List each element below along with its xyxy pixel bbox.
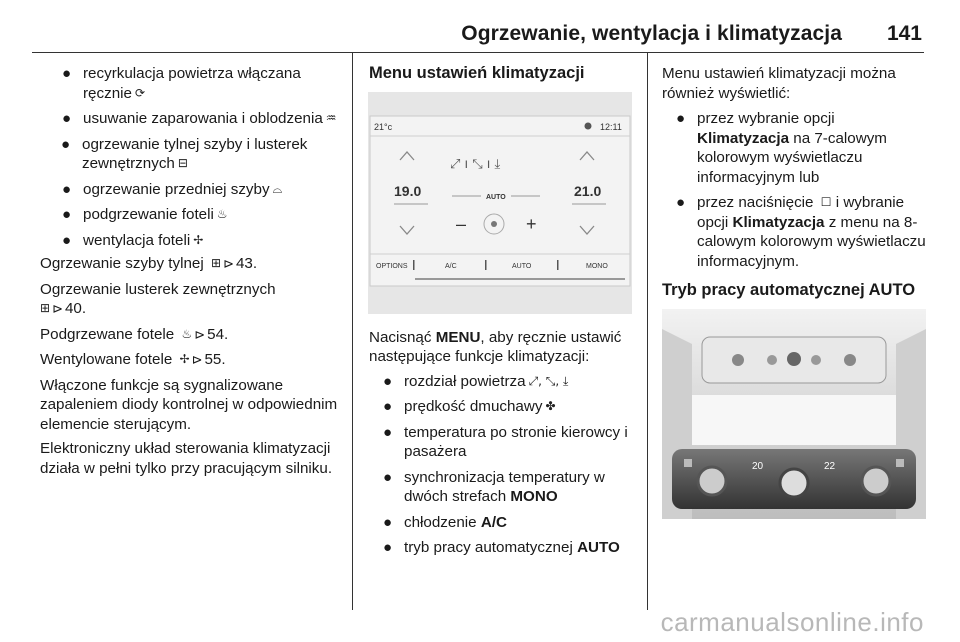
- menu-function-list: [383, 372, 637, 558]
- list-item: [383, 513, 637, 533]
- list-item-text: temperatura po stronie kierowcy i pasażera: [404, 423, 628, 460]
- list-item: [383, 423, 637, 462]
- bullet: ●: [676, 194, 686, 211]
- engine-paragraph: Elektroniczny układ sterowania klimatyzacji działa w pełni tylko przy pracującym silniku.: [40, 440, 333, 477]
- menu-ac: A/C: [445, 262, 457, 270]
- right-temp-knob: [862, 467, 890, 495]
- list-item: [62, 205, 347, 225]
- ref-paragraph: [40, 254, 347, 275]
- ref-text: Podgrzewane fotele: [40, 325, 175, 343]
- screen-drawing: [368, 92, 632, 314]
- column-1: [40, 64, 347, 483]
- display-options-list: [676, 109, 926, 271]
- bullet: ●: [383, 468, 393, 486]
- menu-auto: AUTO: [512, 262, 532, 270]
- list-item: [383, 538, 637, 558]
- function-list: [62, 64, 347, 250]
- list-item: [62, 109, 347, 129]
- list-item-text: ogrzewanie przedniej szyby: [83, 180, 270, 198]
- bullet: ●: [383, 513, 393, 531]
- screen-clock: 12:11: [600, 121, 622, 132]
- ref-paragraph: [40, 325, 347, 346]
- menu-mono: MONO: [586, 262, 608, 270]
- list-item-text: na 7-calowym kolorowym wyświetlaczu informacyjnym lub: [697, 129, 887, 186]
- list-item-text: recyrkulacja powietrza włączana ręcznie: [83, 65, 301, 102]
- ref-paragraph: [40, 280, 347, 320]
- panel-drawing: [662, 309, 926, 519]
- bullet: ●: [61, 135, 71, 153]
- ref-text: Ogrzewanie szyby tylnej: [40, 255, 204, 272]
- fan-knob: [780, 469, 808, 497]
- list-item-text: i wybranie opcji: [697, 194, 905, 231]
- column-2: [369, 64, 637, 564]
- page-reference[interactable]: 40.: [64, 300, 87, 317]
- page-reference[interactable]: 55.: [204, 351, 226, 368]
- bullet: ●: [676, 110, 686, 127]
- header-rule: [32, 52, 924, 53]
- list-item: [61, 135, 347, 174]
- climate-option-label: Klimatyzacja: [732, 213, 825, 231]
- rear-defrost-icon: ⊟: [177, 156, 188, 170]
- bullet: ●: [383, 539, 393, 556]
- screen-temp-status: 21°c: [374, 121, 393, 132]
- climate-panel-photo: [662, 309, 926, 519]
- rear-heat-icon: ⊞: [211, 256, 222, 270]
- list-item: [383, 468, 637, 507]
- max-defrost-icon: ♒: [325, 111, 337, 125]
- mirror-heat-icon: ⊞: [40, 301, 51, 315]
- seat-vent-icon: ✢: [179, 352, 190, 366]
- right-temp: 21.0: [574, 182, 602, 199]
- cross-reference-icon: ⊳: [191, 353, 203, 368]
- intro-text: Nacisnąć: [369, 328, 432, 346]
- settings-icon: [585, 122, 592, 129]
- bullet: ●: [62, 231, 72, 249]
- recirculation-icon: ⟳: [134, 85, 146, 100]
- intro-text: , aby ręcznie ustawić następujące funkcje klimatyzacji:: [369, 328, 622, 365]
- list-item: [62, 180, 347, 200]
- menu-also-intro: Menu ustawień klimatyzacji można również wyświetlić:: [662, 65, 896, 102]
- page-reference[interactable]: 54.: [207, 325, 229, 343]
- column-divider-2: [647, 52, 648, 610]
- climate-menu-screenshot: [368, 92, 632, 314]
- left-temp-knob: [698, 467, 726, 495]
- cross-reference-icon: ⊳: [223, 257, 234, 272]
- section-heading-auto: Tryb pracy automatycznej AUTO: [662, 281, 916, 299]
- car-icon: ☐: [820, 195, 832, 209]
- seat-heat-icon: ♨: [216, 207, 228, 221]
- auto-label: AUTO: [577, 539, 620, 556]
- led-paragraph: Włączone funkcje są sygnalizowane zapaleniem diody kontrolnej w odpowiednim elemencie sterującym.: [40, 376, 338, 433]
- cross-reference-icon: ⊳: [194, 327, 206, 343]
- list-item: [383, 397, 637, 417]
- mono-label: MONO: [510, 488, 558, 505]
- bullet: ●: [62, 206, 72, 223]
- page-header: [0, 0, 960, 56]
- list-item-text: chłodzenie: [404, 513, 477, 531]
- ac-label: A/C: [480, 513, 508, 531]
- ref-paragraph: [40, 350, 347, 371]
- cross-reference-icon: ⊳: [52, 302, 63, 317]
- list-item: [62, 64, 347, 103]
- bullet: ●: [383, 372, 393, 390]
- fan-plus-icon: +: [526, 213, 537, 234]
- bullet: ●: [62, 110, 72, 127]
- bullet: ●: [383, 423, 393, 441]
- list-item-text: synchronizacja temperatury w dwóch strefach: [404, 468, 605, 505]
- list-item-text: usuwanie zaparowania i oblodzenia: [83, 110, 323, 127]
- bullet: ●: [62, 180, 72, 198]
- page-reference[interactable]: 43.: [235, 255, 258, 272]
- list-item-text: podgrzewanie foteli: [83, 206, 214, 223]
- menu-intro: [369, 328, 637, 367]
- page-title: Ogrzewanie, wentylacja i klimatyzacja: [461, 22, 842, 45]
- panel-left-temp: 20: [752, 460, 764, 472]
- list-item-text: przez naciśnięcie: [697, 194, 814, 211]
- list-item-text: wentylacja foteli: [83, 231, 191, 249]
- list-item-text: ogrzewanie tylnej szyby i lusterek zewnętrznych: [82, 135, 308, 172]
- bullet: ●: [383, 398, 393, 415]
- section-heading: Menu ustawień klimatyzacji: [369, 64, 585, 82]
- menu-options: OPTIONS: [376, 262, 408, 270]
- watermark: carmanualsonline.info: [660, 607, 924, 637]
- list-item: [676, 193, 926, 271]
- list-item-text: przez wybranie opcji: [697, 110, 835, 127]
- seat-vent-icon: ✢: [193, 232, 204, 247]
- list-item-text: prędkość dmuchawy: [404, 398, 543, 415]
- panel-right-temp: 22: [824, 460, 836, 472]
- hazard-button-icon: [787, 352, 801, 366]
- bullet: ●: [62, 65, 72, 82]
- seat-heat-icon: ♨: [181, 326, 193, 341]
- list-item: [62, 231, 347, 251]
- menu-button-label: MENU: [435, 328, 481, 346]
- climate-option-label: Klimatyzacja: [697, 129, 790, 147]
- left-temp: 19.0: [394, 182, 422, 199]
- list-item-text: rozdział powietrza: [404, 372, 526, 390]
- page-number: 141: [886, 22, 922, 45]
- fan-speed-icon: ✤: [545, 399, 556, 413]
- list-item-text: z menu na 8-calowym kolorowym wyświetlaczu informacyjnym.: [697, 213, 926, 270]
- list-item: [676, 109, 926, 187]
- list-item-text: tryb pracy automatycznej: [404, 539, 573, 556]
- ref-text: Ogrzewanie lusterek zewnętrznych: [40, 280, 276, 298]
- windscreen-heat-icon: ⌓: [272, 181, 283, 196]
- column-3: [662, 64, 926, 519]
- list-item: [383, 372, 637, 392]
- column-divider-1: [352, 52, 353, 610]
- air-distribution-icons: ⤢ ı ⤡ ı ⤓: [450, 156, 501, 172]
- air-distribution-icon: ⤢, ⤡, ⤓: [528, 373, 569, 388]
- fan-minus-icon: –: [456, 213, 467, 234]
- fan-auto-label: AUTO: [486, 193, 506, 201]
- ref-text: Wentylowane fotele: [40, 351, 173, 368]
